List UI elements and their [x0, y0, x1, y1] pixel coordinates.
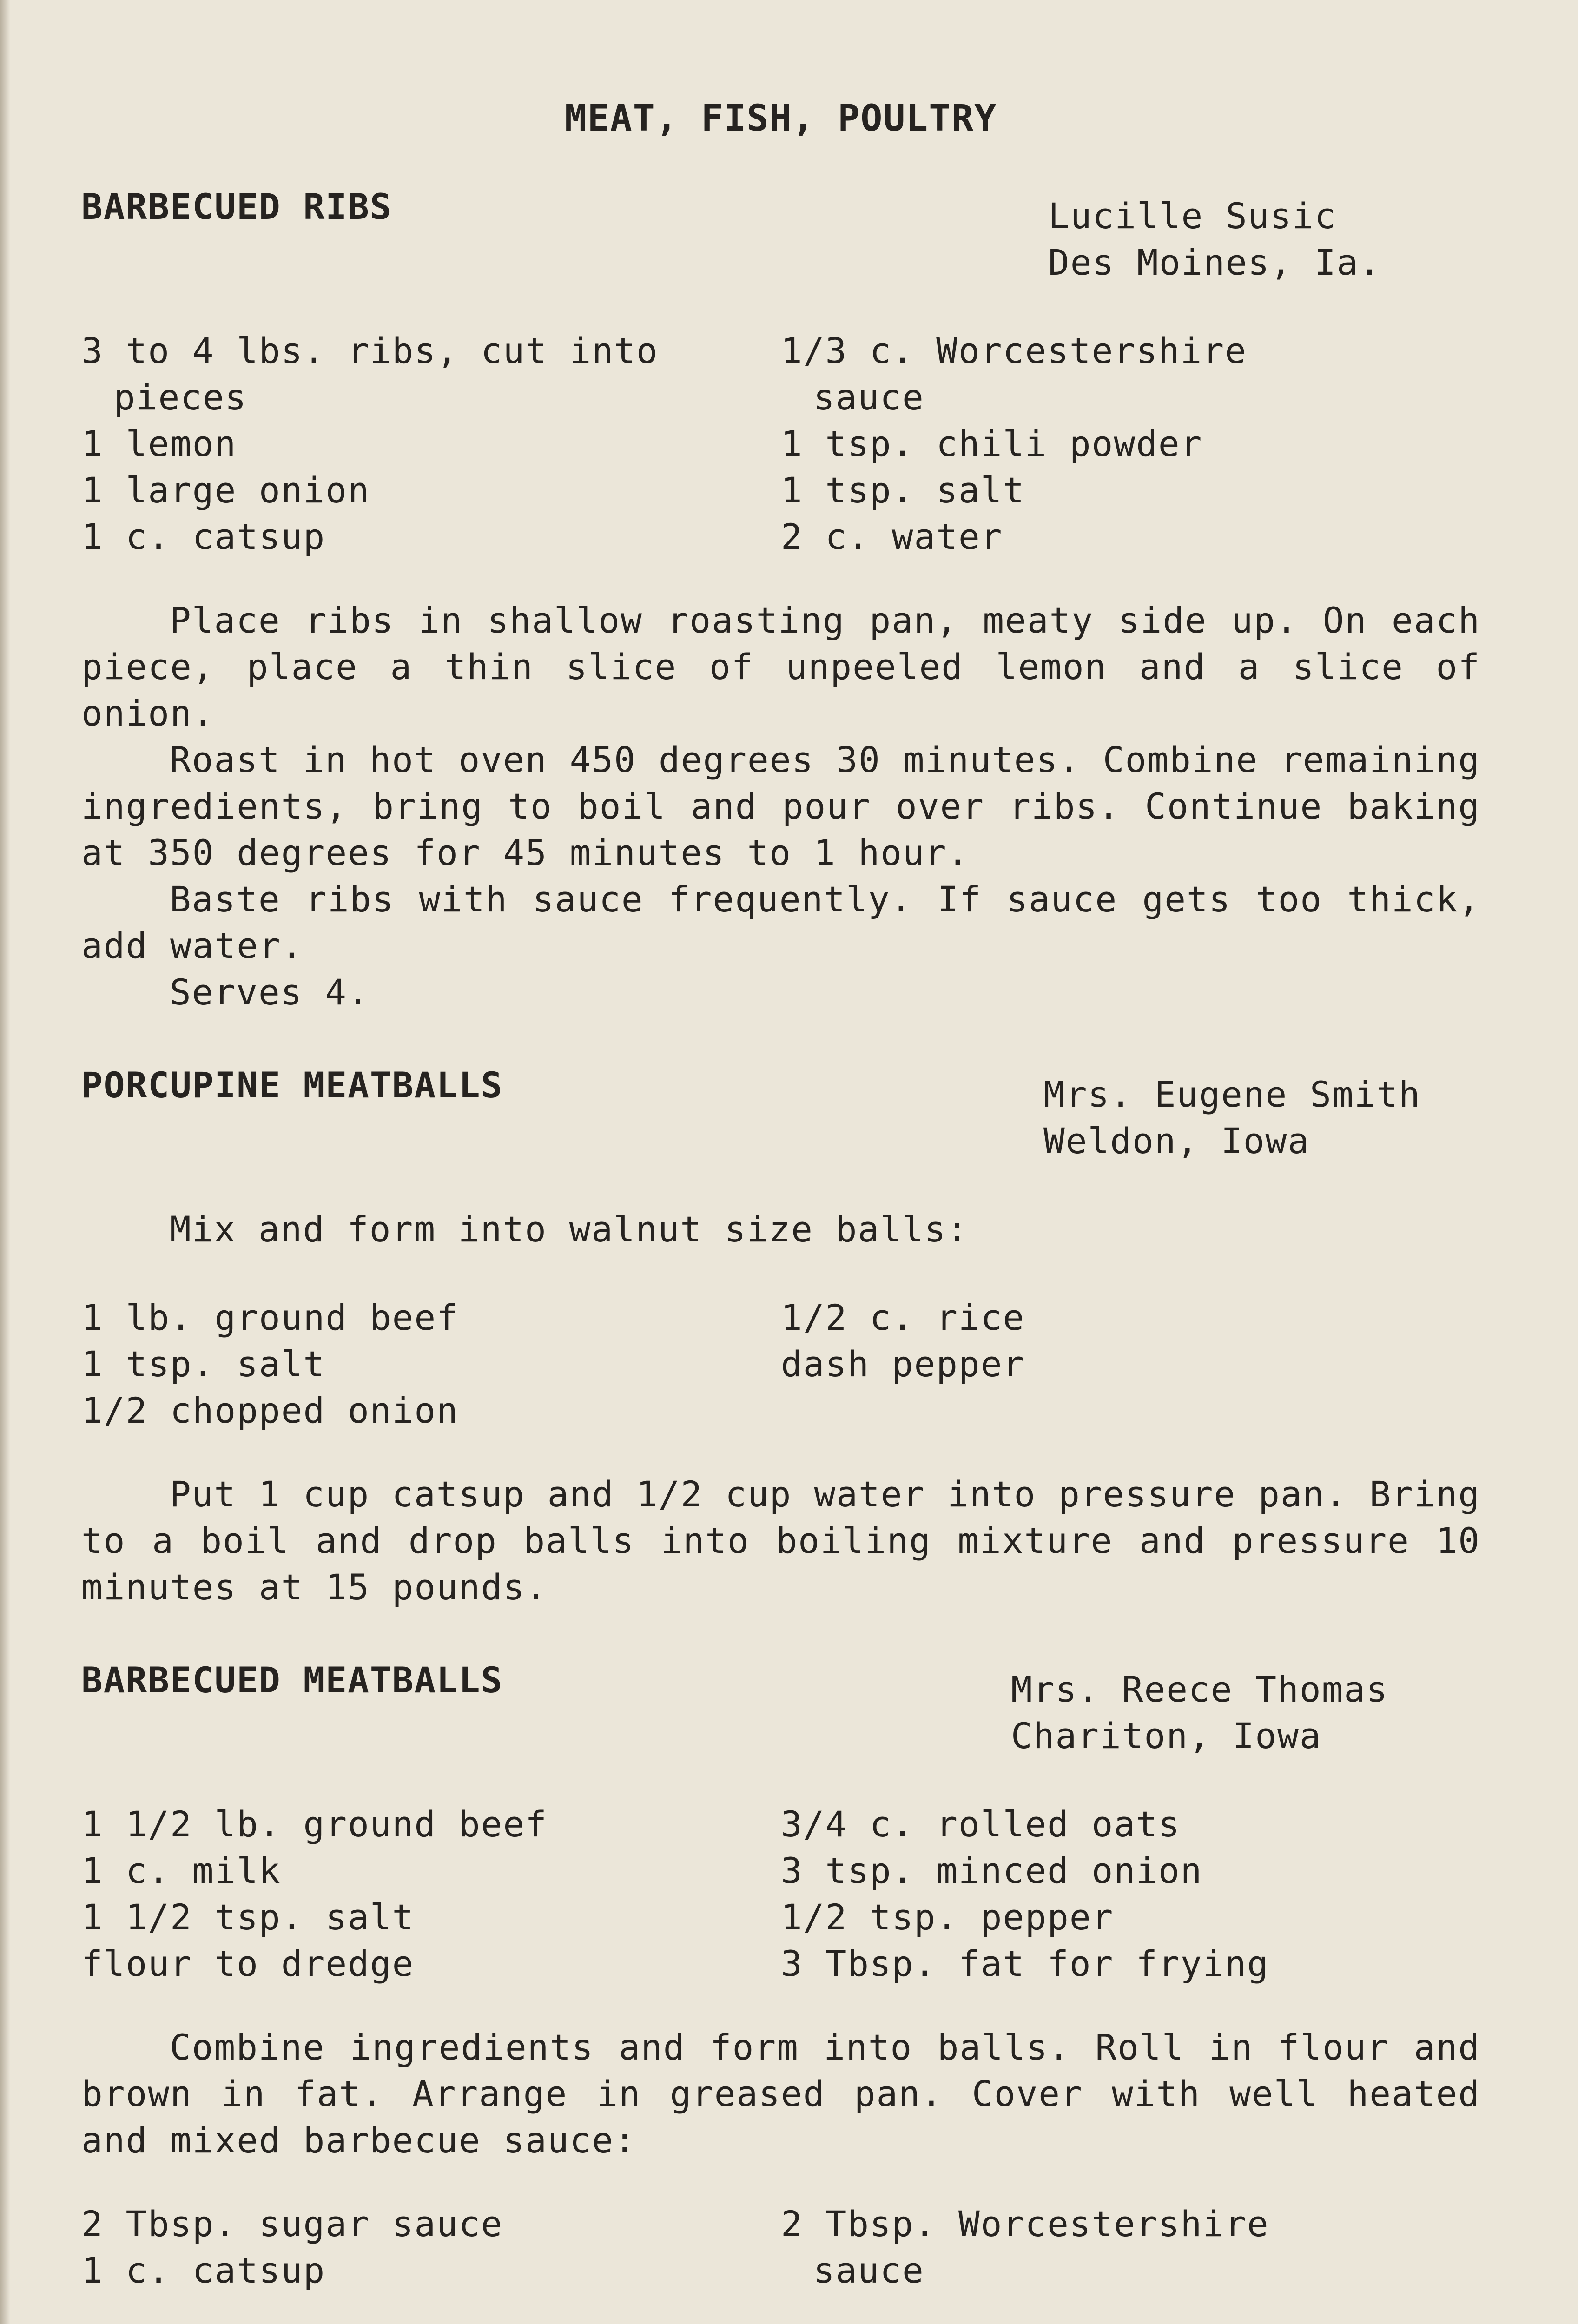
recipe-contributor: [1043, 1062, 1480, 1164]
page-edge-shadow: [0, 0, 10, 2324]
sauce-column-left: [81, 2201, 781, 2294]
recipe-title: BARBECUED RIBS: [81, 186, 392, 227]
ingredient-item: 1 c. catsup: [81, 516, 326, 557]
ingredient-item: 1 tsp. salt: [81, 1343, 326, 1385]
ingredient-item: 1 large onion: [81, 469, 370, 511]
sauce-ingredient-list: [81, 2201, 1480, 2294]
recipe-barbecued-meatballs: [81, 1657, 1480, 2294]
sauce-item: 2 Tbsp. sugar sauce: [81, 2203, 503, 2245]
sauce-item: 1 c. catsup: [81, 2250, 326, 2291]
ingredient-column-left: [81, 1294, 781, 1434]
recipe-title: BARBECUED MEATBALLS: [81, 1659, 503, 1701]
ingredient-item: sauce: [813, 376, 924, 418]
ingredient-column-right: [781, 328, 1480, 560]
ingredient-list: [81, 328, 1480, 560]
servings-note: Serves 4.: [170, 971, 370, 1013]
ingredient-item: 3/4 c. rolled oats: [781, 1803, 1181, 1845]
ingredient-column-right: [781, 1801, 1480, 1987]
ingredient-item: 1 1/2 tsp. salt: [81, 1896, 415, 1938]
ingredient-item: 1/3 c. Worcestershire: [781, 330, 1247, 371]
ingredient-item: 1 c. milk: [81, 1850, 281, 1891]
recipe-header: [81, 184, 1480, 286]
ingredient-item: 1 tsp. chili powder: [781, 423, 1203, 464]
ingredient-list: [81, 1801, 1480, 1987]
instruction-paragraph: Place ribs in shallow roasting pan, meaty side up. On each piece, place a thin slice of unpeeled lemon and a slice of onion.: [81, 600, 1480, 734]
recipe-contributor: [1011, 1657, 1480, 1759]
ingredient-item: 1 tsp. salt: [781, 469, 1025, 511]
ingredient-item: 2 c. water: [781, 516, 1003, 557]
ingredient-item: 1/2 chopped onion: [81, 1390, 459, 1431]
recipe-title: PORCUPINE MEATBALLS: [81, 1064, 503, 1106]
sauce-item: sauce: [813, 2250, 924, 2291]
contributor-location: Des Moines, Ia.: [1048, 242, 1381, 283]
ingredient-item: dash pepper: [781, 1343, 1025, 1385]
ingredient-item: 1/2 c. rice: [781, 1297, 1025, 1338]
ingredient-item: 1/2 tsp. pepper: [781, 1896, 1114, 1938]
ingredient-column-left: [81, 1801, 781, 1987]
ingredient-column-right: [781, 1294, 1480, 1434]
ingredient-item: 1 lb. ground beef: [81, 1297, 459, 1338]
page-content: [81, 95, 1480, 2322]
ingredient-item: 3 Tbsp. fat for frying: [781, 1943, 1269, 1984]
recipe-contributor: [1048, 184, 1480, 286]
contributor-name: Lucille Susic: [1048, 195, 1337, 237]
ingredient-item: 1 1/2 lb. ground beef: [81, 1803, 548, 1845]
sauce-column-right: [781, 2201, 1480, 2294]
recipe-header: [81, 1062, 1480, 1164]
contributor-location: Weldon, Iowa: [1043, 1120, 1310, 1162]
contributor-location: Chariton, Iowa: [1011, 1715, 1322, 1756]
recipe-barbecued-ribs: [81, 184, 1480, 1016]
ingredient-item: 3 tsp. minced onion: [781, 1850, 1203, 1891]
ingredient-item: 1 lemon: [81, 423, 237, 464]
ingredient-item: flour to dredge: [81, 1943, 415, 1984]
ingredient-item: pieces: [114, 376, 247, 418]
ingredient-list: [81, 1294, 1480, 1434]
recipe-porcupine-meatballs: [81, 1062, 1480, 1611]
page-title: MEAT, FISH, POULTRY: [564, 98, 997, 139]
instruction-paragraph: Put 1 cup catsup and 1/2 cup water into pressure pan. Bring to a boil and drop balls into boiling mixture and pressure 10 minutes at 15 pounds.: [81, 1473, 1480, 1608]
instruction-paragraph: Combine ingredients and form into balls. Roll in flour and brown in fat. Arrange in greased pan. Cover with well heated and mixed barbecue sauce:: [81, 2027, 1480, 2161]
contributor-name: Mrs. Reece Thomas: [1011, 1669, 1388, 1710]
recipe-intro: Mix and form into walnut size balls:: [170, 1208, 969, 1250]
sauce-item: 2 Tbsp. Worcestershire: [781, 2203, 1269, 2245]
instruction-paragraph: Roast in hot oven 450 degrees 30 minutes. Combine remaining ingredients, bring to boil and pour over ribs. Continue baking at 350 degrees for 45 minutes to 1 hour.: [81, 739, 1480, 873]
ingredient-item: 3 to 4 lbs. ribs, cut into: [81, 330, 659, 371]
contributor-name: Mrs. Eugene Smith: [1043, 1074, 1421, 1115]
recipe-header: [81, 1657, 1480, 1759]
ingredient-column-left: [81, 328, 781, 560]
instruction-paragraph: Baste ribs with sauce frequently. If sauce gets too thick, add water.: [81, 878, 1480, 966]
